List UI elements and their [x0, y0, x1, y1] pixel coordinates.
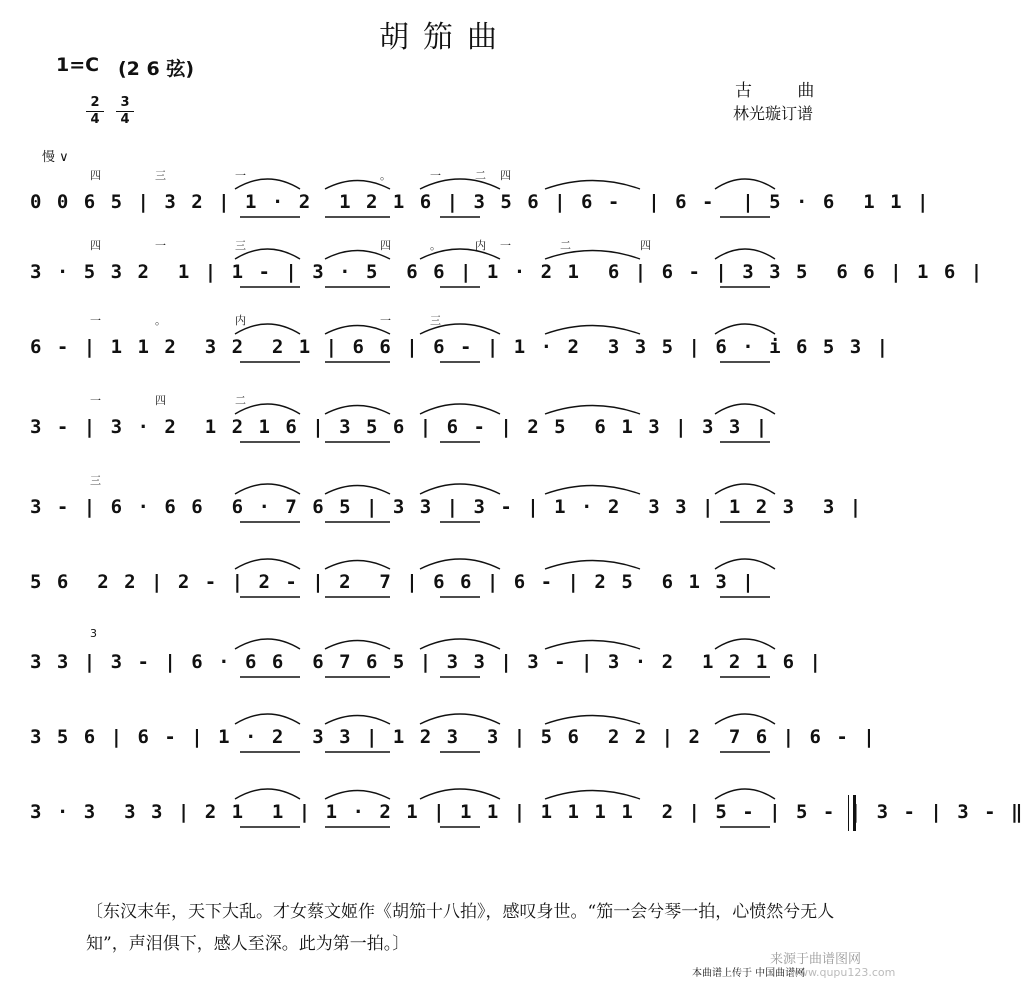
slur-arc [715, 404, 775, 414]
score-row [0, 775, 1024, 835]
fingering-mark: 一 [430, 169, 441, 182]
slur-arc [325, 486, 390, 495]
fingering-mark: 内 [475, 239, 486, 252]
fingering-mark: 四 [90, 239, 101, 252]
slur-arc [325, 716, 390, 725]
slur-arc [545, 406, 640, 415]
slur-arc [235, 789, 300, 799]
fingering-mark: 二 [560, 239, 571, 252]
slur-arc [325, 791, 390, 800]
fingering-mark: 三 [155, 169, 166, 182]
slur-arc [235, 404, 300, 414]
origin-label: 古 曲 [735, 81, 835, 101]
fingering-mark: 三 [430, 314, 441, 327]
watermark-url: www.qupu123.com [790, 966, 896, 979]
notation-line: 0 0 6 5 | 3 2 | 1 · 2 1 2 1 6 | 3 5 6 | 6 - | 6 - | 5 · 6 1 1 | [30, 191, 931, 213]
fingering-mark: 三 [235, 239, 246, 252]
slur-arc [545, 181, 640, 190]
fingering-mark: 四 [380, 239, 391, 252]
slur-arc [420, 249, 500, 259]
fingering-mark: 3 [90, 627, 97, 640]
notation-line: 6 - | 1 1 2 3 2 2 1 | 6 6 | 6 - | 1 · 2 3 3 5 | 6 · i 6 5 3 | [30, 336, 891, 358]
slur-arc [715, 559, 775, 569]
slur-arc [715, 789, 775, 799]
caption-text: 〔东汉末年，天下大乱。才女蔡文姬作《胡笳十八拍》，感叹身世。“笳一会兮琴一拍，心愤然兮无人知”，声泪俱下，感人至深。此为第一拍。〕 [86, 902, 835, 954]
footer-note: 本曲谱上传于 中国曲谱网 [692, 968, 806, 979]
notation-line: 3 · 5 3 2 1 | 1 - | 3 · 5 6 6 | 1 · 2 1 6 | 6 - | 3 3 5 6 6 | 1 6 | [30, 261, 985, 283]
fingering-mark: 四 [500, 169, 511, 182]
fingering-mark: 一 [380, 314, 391, 327]
time-signature-a: 2 4 [86, 96, 104, 127]
fingering-mark: 四 [640, 239, 651, 252]
notation-line: 3 · 3 3 3 | 2 1 1 | 1 · 2 1 | 1 1 | 1 1 1 1 2 | 5 - | 5 - | 3 - | 3 - ‖ [30, 801, 1024, 823]
fingering-mark: 。 [430, 239, 441, 252]
fingering-mark: 一 [90, 394, 101, 407]
slur-arc [235, 324, 300, 334]
slur-arc [420, 404, 500, 414]
score-row [0, 625, 890, 685]
slur-arc [235, 179, 300, 189]
slur-arc [715, 639, 775, 649]
watermark-site: 来源于曲谱图网 [770, 952, 862, 967]
tempo-marking: 慢 ∨ [42, 150, 69, 165]
score-row [0, 470, 890, 530]
notation-line: 5 6 2 2 | 2 - | 2 - | 2 7 | 6 6 | 6 - | 2 5 6 1 3 | [30, 571, 756, 593]
fingering-mark: 一 [90, 314, 101, 327]
slur-arc [715, 714, 775, 724]
slur-arc [325, 561, 390, 570]
fingering-mark: 内 [235, 314, 246, 327]
notation-line: 3 5 6 | 6 - | 1 · 2 3 3 | 1 2 3 3 | 5 6 2 2 | 2 7 6 | 6 - | [30, 726, 877, 748]
score-row [0, 545, 890, 605]
fingering-mark: 二 [475, 169, 486, 182]
slur-arc [420, 559, 500, 569]
slur-arc [235, 249, 300, 259]
slur-arc [545, 326, 640, 335]
score-row [0, 235, 985, 295]
slur-arc [715, 484, 775, 494]
slur-arc [235, 484, 300, 494]
fingering-mark: 。 [380, 169, 391, 182]
slur-arc [325, 251, 390, 260]
key-signature: 1=C [56, 54, 100, 76]
slur-arc [325, 641, 390, 650]
slur-arc [715, 324, 775, 334]
notation-line: 3 - | 3 · 2 1 2 1 6 | 3 5 6 | 6 - | 2 5 6 1 3 | 3 3 | [30, 416, 770, 438]
editor-label: 林光璇订谱 [733, 104, 814, 123]
slur-arc [420, 714, 500, 724]
slur-arc [420, 179, 500, 189]
slur-arc [715, 249, 775, 259]
slur-arc [235, 714, 300, 724]
score-row [0, 310, 890, 370]
time-signature-b: 3 4 [116, 96, 134, 127]
score-row [0, 165, 931, 225]
slur-arc [420, 789, 500, 799]
page-title: 胡笳曲 [379, 20, 511, 55]
slur-arc [545, 716, 640, 725]
slur-arc [325, 406, 390, 415]
fingering-mark: 四 [155, 394, 166, 407]
slur-arc [325, 181, 390, 190]
final-barline [848, 795, 856, 831]
slur-arc [545, 641, 640, 650]
fingering-mark: 三 [90, 474, 101, 487]
fingering-mark: 。 [155, 314, 166, 327]
slur-arc [545, 251, 640, 260]
score-row [0, 390, 890, 450]
slur-arc [235, 639, 300, 649]
slur-arc [420, 639, 500, 649]
notation-line: 3 - | 6 · 6 6 6 · 7 6 5 | 3 3 | 3 - | 1 · 2 3 3 | 1 2 3 3 | [30, 496, 864, 518]
fingering-mark: 一 [235, 169, 246, 182]
slur-arc [715, 179, 775, 189]
fingering-mark: 二 [235, 394, 246, 407]
string-tuning: (2 6 弦) [118, 58, 195, 80]
fingering-mark: 四 [90, 169, 101, 182]
score-row [0, 700, 890, 760]
slur-arc [235, 559, 300, 569]
slur-arc [545, 561, 640, 570]
slur-arc [420, 484, 500, 494]
slur-arc [420, 324, 500, 334]
fingering-mark: 一 [500, 239, 511, 252]
slur-arc [325, 326, 390, 335]
fingering-mark: 一 [155, 239, 166, 252]
slur-arc [545, 486, 640, 495]
notation-line: 3 3 | 3 - | 6 · 6 6 6 7 6 5 | 3 3 | 3 - | 3 · 2 1 2 1 6 | [30, 651, 823, 673]
slur-arc [545, 791, 640, 800]
